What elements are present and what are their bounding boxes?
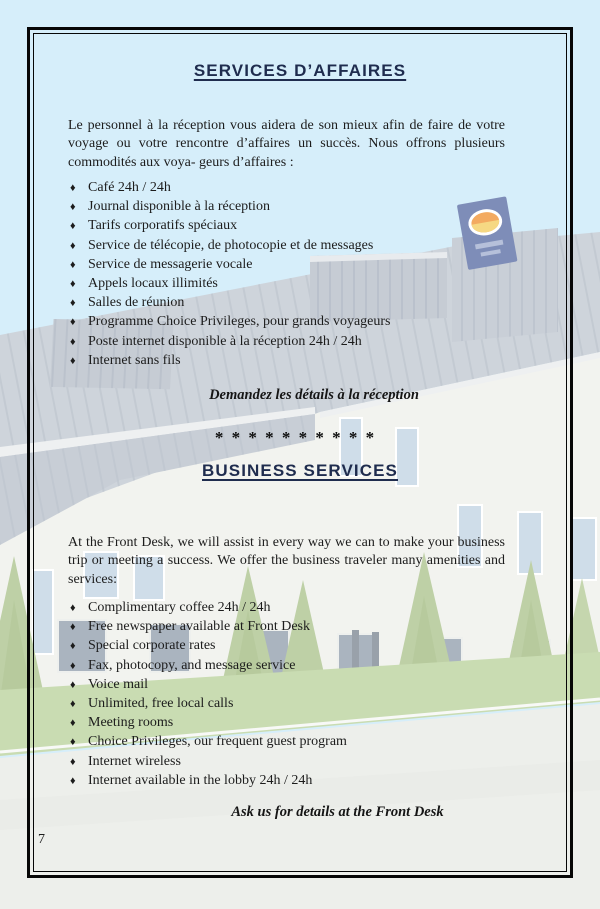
list-item-label: Poste internet disponible à la réception 24h / 24h: [88, 333, 362, 349]
diamond-bullet-icon: ♦: [70, 717, 76, 730]
list-item-label: Meeting rooms: [88, 715, 174, 731]
list-item: [70, 617, 520, 636]
french-services-list: [70, 178, 520, 370]
diamond-bullet-icon: ♦: [70, 316, 76, 329]
diamond-bullet-icon: ♦: [70, 755, 76, 768]
list-item-label: Voice mail: [88, 676, 149, 692]
list-item-label: Special corporate rates: [88, 638, 216, 654]
list-item-label: Unlimited, free local calls: [88, 695, 234, 711]
page-number: 7: [38, 832, 45, 847]
diamond-bullet-icon: ♦: [70, 678, 76, 691]
list-item-label: Appels locaux illimités: [88, 275, 218, 291]
list-item-label: Internet wireless: [88, 753, 181, 769]
list-item: [70, 752, 520, 771]
diamond-bullet-icon: ♦: [70, 335, 76, 348]
list-item-label: Fax, photocopy, and message service: [88, 657, 296, 673]
diamond-bullet-icon: ♦: [70, 659, 76, 672]
english-note: Ask us for details at the Front Desk: [231, 804, 444, 820]
list-item-label: Café 24h / 24h: [88, 180, 171, 195]
list-item: [70, 274, 520, 293]
list-item: [70, 216, 520, 235]
list-item-label: Salles de réunion: [88, 295, 185, 311]
list-item-label: Choice Privileges, our frequent guest program: [88, 734, 347, 750]
diamond-bullet-icon: ♦: [70, 277, 76, 290]
diamond-bullet-icon: ♦: [70, 736, 76, 749]
english-services-list: [70, 598, 520, 790]
list-item: [70, 732, 520, 751]
list-item: [70, 636, 520, 655]
list-item: [70, 236, 520, 255]
french-note: Demandez les détails à la réception: [209, 387, 419, 403]
list-item-label: Free newspaper available at Front Desk: [88, 619, 310, 635]
list-item: [70, 694, 520, 713]
diamond-bullet-icon: ♦: [70, 621, 76, 634]
list-item: [70, 312, 520, 331]
list-item-label: Complimentary coffee 24h / 24h: [88, 600, 271, 615]
list-item: [70, 293, 520, 312]
list-item-label: Internet sans fils: [88, 352, 181, 368]
list-item-label: Programme Choice Privileges, pour grands voyageurs: [88, 314, 391, 330]
list-item: [70, 197, 520, 216]
diamond-bullet-icon: ♦: [70, 602, 76, 614]
list-item: [70, 255, 520, 274]
french-section-title-text: SERVICES D’AFFAIRES: [193, 61, 407, 80]
list-item: [70, 332, 520, 351]
diamond-bullet-icon: ♦: [70, 258, 76, 271]
list-item-label: Service de télécopie, de photocopie et de messages: [88, 237, 374, 253]
list-item-label: Internet available in the lobby 24h / 24h: [88, 772, 313, 788]
diamond-bullet-icon: ♦: [70, 640, 76, 653]
list-item: [70, 598, 520, 617]
list-item: [70, 351, 520, 370]
list-item-label: Service de messagerie vocale: [88, 256, 253, 272]
french-intro-paragraph: Le personnel à la réception vous aidera de son mieux afin de faire de votre voyage ou votre rencontre d’affaires un succès. Nous offrons plusieurs commodités aux voya- geurs d’affaires :: [68, 118, 505, 170]
diamond-bullet-icon: ♦: [70, 297, 76, 310]
asterisk-separator: * * * * * * * * * *: [214, 428, 377, 447]
list-item: [70, 713, 520, 732]
english-intro-paragraph: At the Front Desk, we will assist in every way we can to make your business trip or meeting a success. We offer the business traveler many amenities and services:: [68, 535, 505, 587]
diamond-bullet-icon: ♦: [70, 239, 76, 252]
list-item: [70, 675, 520, 694]
diamond-bullet-icon: ♦: [70, 201, 76, 214]
english-section-title: [40, 461, 560, 481]
diamond-bullet-icon: ♦: [70, 182, 76, 194]
list-item: [70, 656, 520, 675]
french-section-title: [40, 61, 560, 81]
diamond-bullet-icon: ♦: [70, 774, 76, 787]
diamond-bullet-icon: ♦: [70, 220, 76, 233]
diamond-bullet-icon: ♦: [70, 697, 76, 710]
list-item-label: Tarifs corporatifs spéciaux: [88, 218, 238, 234]
english-section-title-text: BUSINESS SERVICES: [202, 461, 398, 480]
list-item: [70, 771, 520, 790]
diamond-bullet-icon: ♦: [70, 354, 76, 367]
list-item-label: Journal disponible à la réception: [88, 199, 270, 215]
list-item: [70, 178, 520, 197]
